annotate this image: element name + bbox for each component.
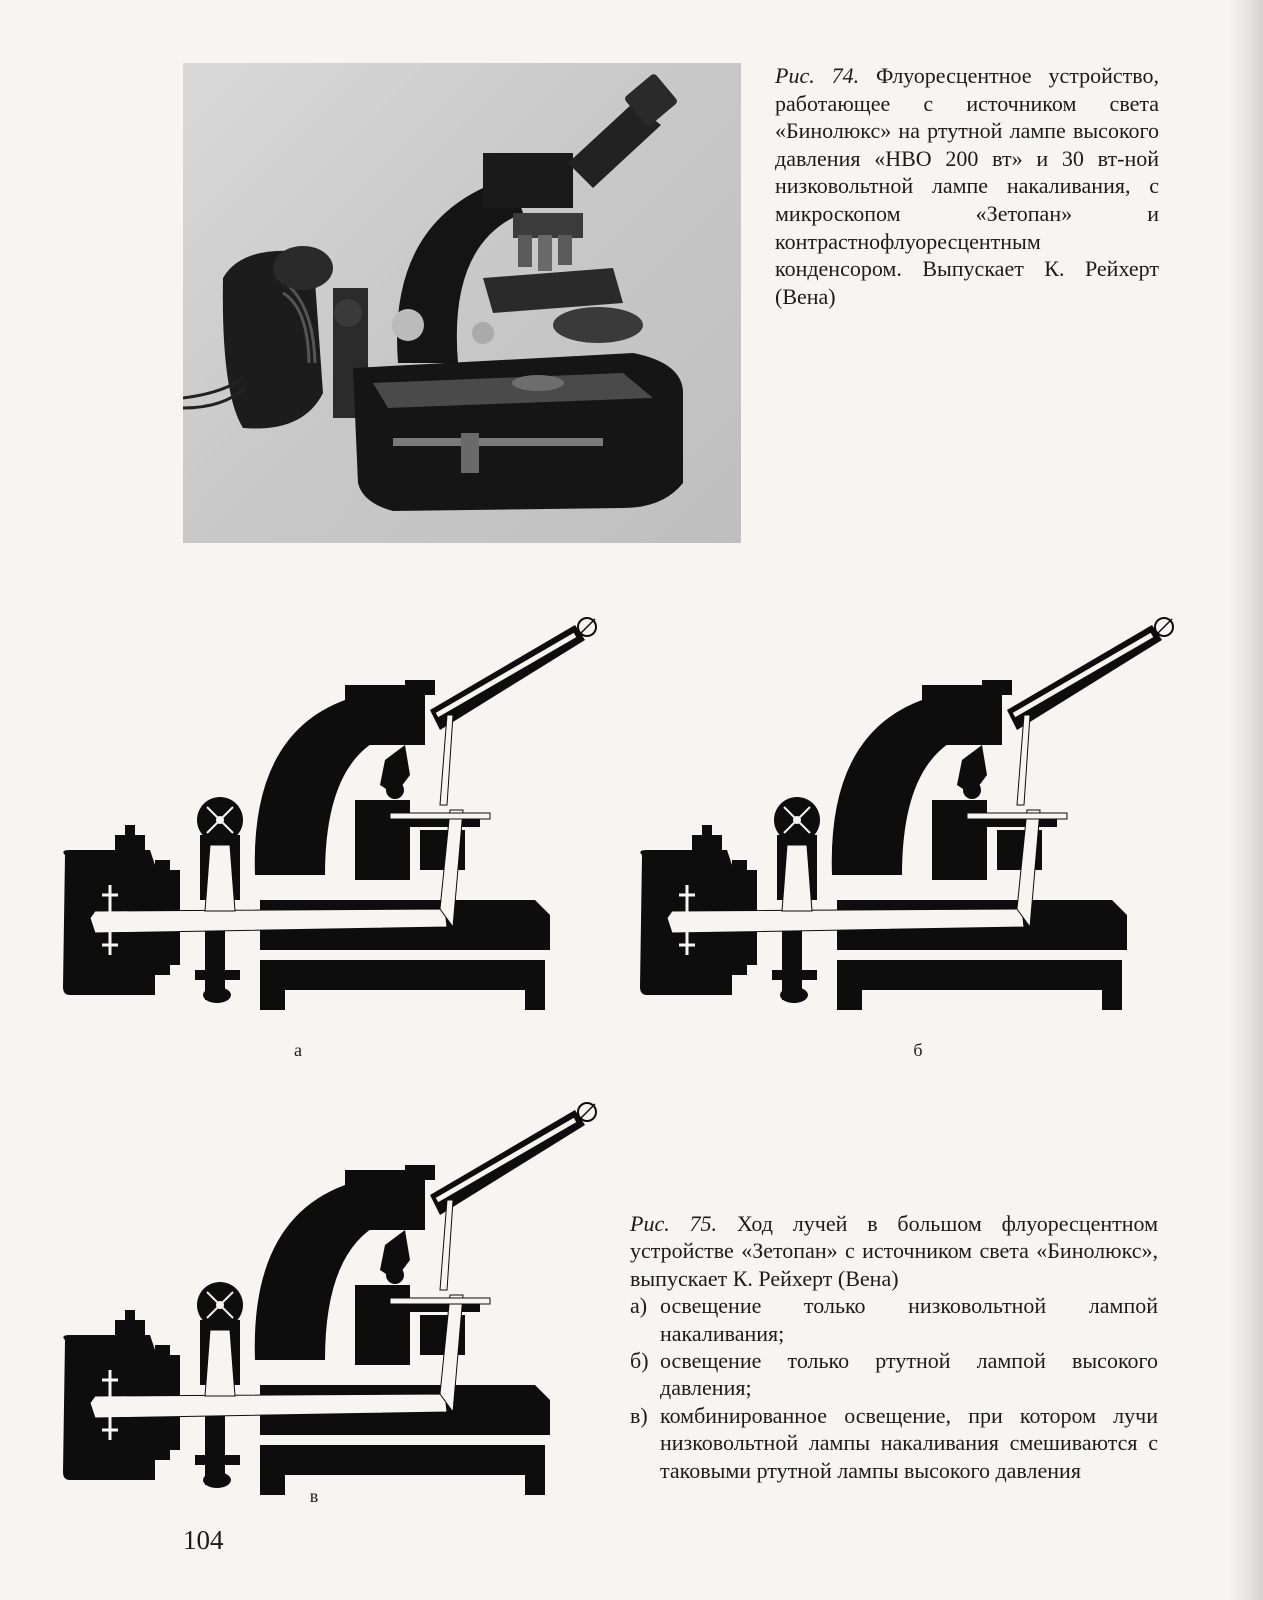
item-text: освещение только низковольтной лампой накаливания; [660,1293,1158,1346]
microscope-photo [183,63,741,543]
item-marker: в) [630,1402,648,1428]
figure-75-lead [630,1210,1158,1292]
page-number: 104 [183,1525,224,1555]
ray-diagram-c [55,1100,615,1500]
item-marker: а) [630,1293,648,1319]
figure-75-item [630,1347,1158,1402]
figure-75-item [630,1402,1158,1484]
figure-75-item [630,1292,1158,1347]
subfigure-label-c: в [309,1486,319,1506]
item-marker: б) [630,1348,649,1374]
figure-74-label: Рис. 74. [775,63,860,88]
figure-75-text: Ход лучей в большом флуоресцентном устройстве «Зетопан» с источником света «Бинолюкс», выпускает К. Рейхерт (Вена) [630,1211,1159,1291]
item-text: комбинированное освещение, при котором лучи низковольтной лампы накаливания смешиваются с таковыми ртутной лампы высокого давления [660,1402,1158,1483]
page-edge-shadow [1229,0,1263,1600]
figure-75-caption [630,1210,1158,1484]
figure-74-caption [775,62,1159,310]
ray-diagram-a [55,615,615,1015]
figure-75-label: Рис. 75. [630,1211,718,1236]
figure-74-text: Флуоресцентное устройство, работающее с источником света «Бинолюкс» на ртутной лампе высокого давления «НВО 200 вт» и 30 вт-ной низковольтной лампе накаливания, с микроскопом «Зетопан» и контрастнофлуоресцентным конденсором. Выпускает К. Рейхерт (Вена) [775,63,1160,309]
subfigure-label-a: а [294,1040,302,1060]
figure-75-item-list [630,1292,1158,1484]
item-text: освещение только ртутной лампой высокого давления; [660,1348,1158,1401]
ray-diagram-b [632,615,1192,1015]
subfigure-label-b: б [913,1040,923,1060]
